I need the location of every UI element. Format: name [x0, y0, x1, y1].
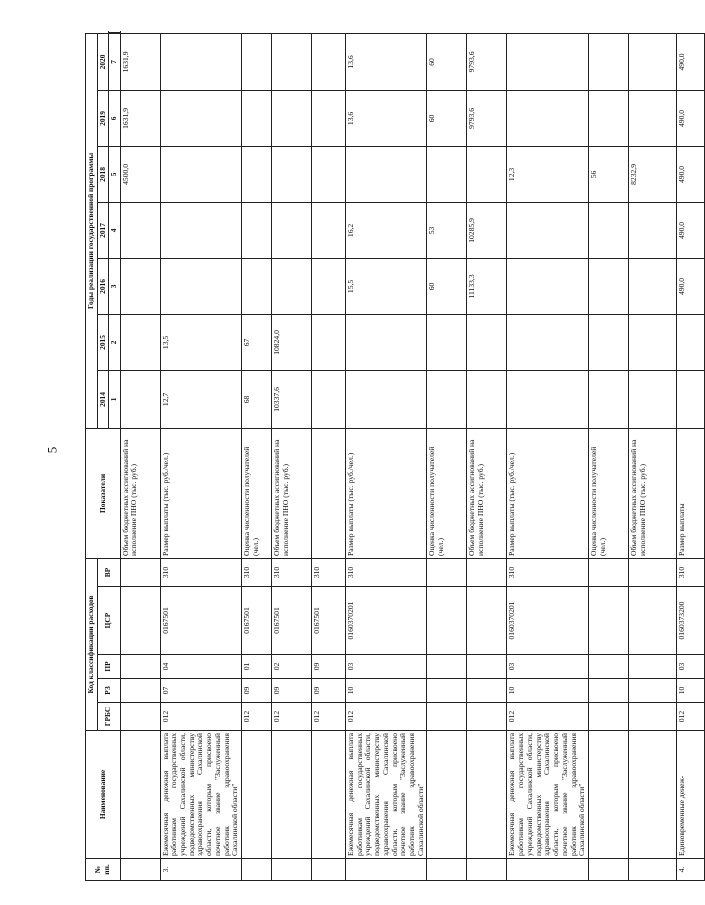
header-pr: ПР — [97, 655, 120, 679]
row-name — [628, 731, 676, 859]
row-indicator — [312, 428, 346, 558]
header-name: Наименование — [86, 731, 121, 859]
row-year-value — [676, 314, 704, 370]
row-pr — [467, 655, 507, 679]
row-grbs — [628, 703, 676, 731]
header-year: 2018 — [97, 146, 109, 202]
row-pr: 02 — [272, 655, 312, 679]
row-year-value — [507, 202, 588, 258]
row-year-value — [160, 33, 241, 90]
row-grbs: 012 — [312, 703, 346, 731]
row-year-value — [120, 258, 160, 314]
row-number — [467, 859, 507, 881]
row-rz: 09 — [272, 679, 312, 703]
row-year-value — [467, 370, 507, 428]
header-year: 2016 — [97, 258, 109, 314]
row-name — [272, 731, 312, 859]
row-year-value — [272, 90, 312, 146]
row-indicator: Объем бюджетных ассигнований на исполнение ПНО (тыс. руб.) — [467, 428, 507, 558]
header-year: 2015 — [97, 314, 109, 370]
row-rz — [588, 679, 628, 703]
row-pr — [628, 655, 676, 679]
row-name: Единовременные денеж- — [676, 731, 704, 859]
row-number: 3. — [160, 859, 241, 881]
row-year-value: 15,5 — [346, 258, 427, 314]
row-pr — [427, 655, 467, 679]
row-year-value — [346, 146, 427, 202]
colnum: 3 — [109, 258, 121, 314]
row-indicator: Оценка численности получателей (чел.) — [242, 428, 272, 558]
row-year-value — [312, 33, 346, 90]
row-csr — [120, 587, 160, 655]
rotated-table-container — [85, 32, 686, 881]
row-year-value: 1631,9 — [120, 90, 160, 146]
colnum: 1 — [109, 370, 121, 428]
row-pr: 01 — [242, 655, 272, 679]
row-year-value: 12,7 — [160, 370, 241, 428]
table-row — [312, 33, 346, 881]
row-year-value — [160, 146, 241, 202]
table-row — [507, 33, 588, 881]
row-year-value — [507, 370, 588, 428]
row-year-value — [507, 258, 588, 314]
row-year-value — [628, 90, 676, 146]
row-rz: 09 — [242, 679, 272, 703]
row-year-value — [628, 202, 676, 258]
row-pr: 03 — [346, 655, 427, 679]
row-indicator: Размер выплаты (тыс. руб./чел.) — [160, 428, 241, 558]
row-pr — [588, 655, 628, 679]
row-year-value — [242, 33, 272, 90]
row-year-value: 9793,6 — [467, 90, 507, 146]
row-vr: 310 — [507, 558, 588, 586]
row-grbs — [588, 703, 628, 731]
row-year-value: 68 — [242, 370, 272, 428]
colnum: 6 — [109, 90, 121, 146]
row-csr — [467, 587, 507, 655]
row-csr — [427, 587, 467, 655]
header-year: 2019 — [97, 90, 109, 146]
row-year-value: 11133,3 — [467, 258, 507, 314]
header-year: 2020 — [97, 33, 109, 90]
row-csr: 0167501 — [272, 587, 312, 655]
row-rz: 07 — [160, 679, 241, 703]
header-indicators: Показатели — [86, 428, 121, 558]
row-year-value: 490,0 — [676, 90, 704, 146]
row-vr: 310 — [242, 558, 272, 586]
row-vr: 310 — [676, 558, 704, 586]
row-year-value: 10824,0 — [272, 314, 312, 370]
colnum: 2 — [109, 314, 121, 370]
row-year-value: 10337,6 — [272, 370, 312, 428]
row-year-value — [312, 314, 346, 370]
row-rz: 10 — [346, 679, 427, 703]
row-rz — [628, 679, 676, 703]
row-name — [588, 731, 628, 859]
row-year-value — [588, 33, 628, 90]
row-vr — [467, 558, 507, 586]
table-body — [120, 33, 704, 881]
row-csr: 0160373200 — [676, 587, 704, 655]
row-indicator: Размер выплаты — [676, 428, 704, 558]
row-year-value — [242, 202, 272, 258]
row-grbs: 012 — [676, 703, 704, 731]
row-year-value — [272, 146, 312, 202]
table-row — [346, 33, 427, 881]
row-year-value: 4500,0 — [120, 146, 160, 202]
row-vr: 310 — [346, 558, 427, 586]
row-grbs: 012 — [507, 703, 588, 731]
row-year-value — [427, 314, 467, 370]
row-year-value — [312, 146, 346, 202]
row-year-value: 60 — [427, 90, 467, 146]
row-name — [242, 731, 272, 859]
table-row — [242, 33, 272, 881]
row-pr: 04 — [160, 655, 241, 679]
table-row — [272, 33, 312, 881]
row-vr — [427, 558, 467, 586]
row-year-value — [160, 258, 241, 314]
row-rz — [467, 679, 507, 703]
row-vr — [588, 558, 628, 586]
row-year-value — [120, 314, 160, 370]
row-indicator: Оценка численности получателей (чел.) — [427, 428, 467, 558]
row-indicator: Оценка численности получателей (чел.) — [588, 428, 628, 558]
row-year-value — [628, 370, 676, 428]
row-name — [427, 731, 467, 859]
row-number — [120, 859, 160, 881]
row-number — [628, 859, 676, 881]
row-year-value — [588, 314, 628, 370]
row-year-value — [427, 146, 467, 202]
row-csr: 0167501 — [242, 587, 272, 655]
row-year-value: 13,6 — [346, 33, 427, 90]
row-year-value — [588, 370, 628, 428]
row-grbs: 012 — [242, 703, 272, 731]
row-vr: 310 — [272, 558, 312, 586]
row-year-value — [242, 90, 272, 146]
row-number — [242, 859, 272, 881]
row-year-value — [242, 258, 272, 314]
row-rz: 09 — [312, 679, 346, 703]
table-row — [588, 33, 628, 881]
row-year-value: 12,3 — [507, 146, 588, 202]
header-vr: ВР — [97, 558, 120, 586]
row-vr: 310 — [312, 558, 346, 586]
row-csr — [588, 587, 628, 655]
row-year-value — [588, 90, 628, 146]
table-row — [160, 33, 241, 881]
header-years-group: Годы реализации государственной программы — [86, 33, 98, 428]
row-year-value: 490,0 — [676, 146, 704, 202]
row-year-value — [628, 258, 676, 314]
row-number: 4. — [676, 859, 704, 881]
row-grbs: 012 — [272, 703, 312, 731]
colnum: 4 — [109, 202, 121, 258]
header-grbs: ГРБС — [97, 703, 120, 731]
row-year-value — [507, 33, 588, 90]
row-number — [588, 859, 628, 881]
row-grbs — [467, 703, 507, 731]
row-name — [467, 731, 507, 859]
row-year-value — [120, 370, 160, 428]
row-grbs: 012 — [346, 703, 427, 731]
row-grbs: 012 — [160, 703, 241, 731]
header-code-group: Код классификации расходов — [86, 558, 98, 730]
row-name — [312, 731, 346, 859]
row-indicator: Размер выплаты (тыс. руб./чел.) — [346, 428, 427, 558]
row-indicator: Объем бюджетных ассигнований на исполнение ПНО (тыс. руб.) — [120, 428, 160, 558]
header-no: № пп. — [86, 859, 121, 881]
row-year-value — [628, 314, 676, 370]
row-year-value: 53 — [427, 202, 467, 258]
table-row — [427, 33, 467, 881]
row-year-value — [312, 258, 346, 314]
row-vr: 310 — [160, 558, 241, 586]
row-csr: 0160370201 — [346, 587, 427, 655]
row-year-value — [160, 202, 241, 258]
program-table — [85, 32, 705, 881]
row-csr — [628, 587, 676, 655]
row-year-value: 13,5 — [160, 314, 241, 370]
row-name: Ежемесячная денежная выплата работникам государственных учреждений Сахалинской области, подведомственных министерству здравоохранения Сахалинской области, которым присвоено почетное звание "Заслуженный работник здравоохранения Сахалинской области" — [160, 731, 241, 859]
row-pr — [120, 655, 160, 679]
row-grbs — [427, 703, 467, 731]
row-indicator: Объем бюджетных ассигнований на исполнение ПНО (тыс. руб.) — [628, 428, 676, 558]
row-year-value — [120, 202, 160, 258]
row-year-value — [507, 90, 588, 146]
row-csr: 0160370201 — [507, 587, 588, 655]
header-rz: РЗ — [97, 679, 120, 703]
row-year-value — [467, 146, 507, 202]
header-year: 2017 — [97, 202, 109, 258]
row-name — [120, 731, 160, 859]
row-pr: 09 — [312, 655, 346, 679]
row-year-value: 10285,9 — [467, 202, 507, 258]
row-year-value — [242, 146, 272, 202]
row-rz — [427, 679, 467, 703]
row-year-value: 8232,9 — [628, 146, 676, 202]
row-indicator: Размер выплаты (тыс. руб./чел.) — [507, 428, 588, 558]
row-year-value — [160, 90, 241, 146]
row-name: Ежемесячная денежная выплата работникам государственных учреждений Сахалинской области, подведомственных министерству здравоохранения Сахалинской области, которым присвоено почетное звание "Заслуженный работник здравоохранения Сахалинской области" — [346, 731, 427, 859]
header-year: 2014 — [97, 370, 109, 428]
row-vr — [628, 558, 676, 586]
row-rz — [120, 679, 160, 703]
row-year-value: 13,6 — [346, 90, 427, 146]
row-year-value — [507, 314, 588, 370]
row-year-value: 60 — [427, 258, 467, 314]
table-row — [467, 33, 507, 881]
row-number — [272, 859, 312, 881]
colnum: 5 — [109, 146, 121, 202]
row-year-value — [272, 258, 312, 314]
row-number — [427, 859, 467, 881]
page-number: 5 — [44, 446, 59, 454]
row-pr: 03 — [676, 655, 704, 679]
row-pr: 03 — [507, 655, 588, 679]
row-vr — [120, 558, 160, 586]
row-year-value — [312, 202, 346, 258]
row-year-value — [272, 202, 312, 258]
row-year-value — [346, 314, 427, 370]
table-row — [120, 33, 160, 881]
row-year-value: 490,0 — [676, 202, 704, 258]
row-year-value — [588, 202, 628, 258]
row-year-value: 490,0 — [676, 33, 704, 90]
row-year-value — [588, 258, 628, 314]
row-number — [312, 859, 346, 881]
row-name: Ежемесячная денежная выплата работникам государственных учреждений Сахалинской области, подведомственных министерству здравоохранения Сахалинской области, которым присвоено почетное звание "Заслуженный работник здравоохранения Сахалинской области" — [507, 731, 588, 859]
row-csr: 0167501 — [312, 587, 346, 655]
row-year-value — [272, 33, 312, 90]
row-year-value — [467, 314, 507, 370]
row-year-value — [628, 33, 676, 90]
row-year-value: 490,0 — [676, 258, 704, 314]
row-rz: 10 — [676, 679, 704, 703]
row-year-value: 16,2 — [346, 202, 427, 258]
row-year-value — [312, 90, 346, 146]
row-year-value — [346, 370, 427, 428]
row-year-value: 9793,6 — [467, 33, 507, 90]
row-number — [507, 859, 588, 881]
row-number — [346, 859, 427, 881]
row-year-value: 56 — [588, 146, 628, 202]
row-year-value — [676, 370, 704, 428]
row-year-value: 1631,9 — [120, 33, 160, 90]
row-year-value — [427, 370, 467, 428]
colnum: 7 — [109, 33, 121, 90]
row-rz: 10 — [507, 679, 588, 703]
header-csr: ЦСР — [97, 587, 120, 655]
table-row — [676, 33, 704, 881]
row-csr: 0167501 — [160, 587, 241, 655]
table-row — [628, 33, 676, 881]
row-year-value — [312, 370, 346, 428]
row-year-value: 67 — [242, 314, 272, 370]
row-grbs — [120, 703, 160, 731]
row-indicator: Объем бюджетных ассигнований на исполнение ПНО (тыс. руб.) — [272, 428, 312, 558]
row-year-value: 60 — [427, 33, 467, 90]
